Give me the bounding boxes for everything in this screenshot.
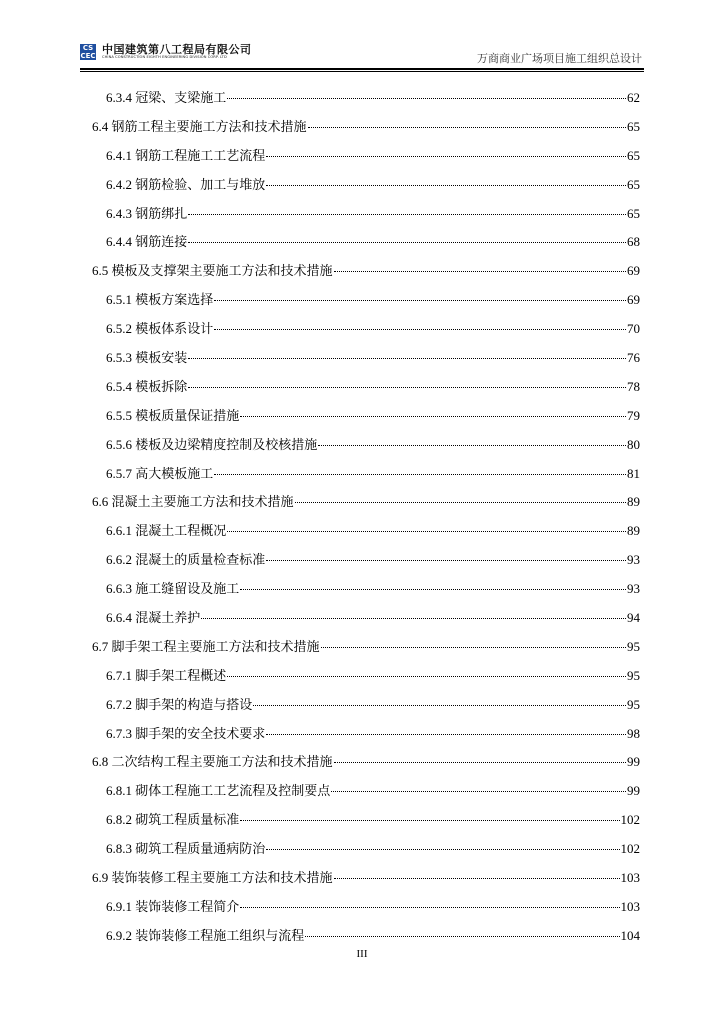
toc-leader-dots [240, 907, 619, 908]
toc-entry-label: 6.4.2 钢筋检验、加工与堆放 [106, 176, 266, 192]
toc-entry[interactable] [92, 809, 640, 838]
toc-entry[interactable] [92, 376, 640, 405]
toc-entry-page: 65 [627, 176, 640, 192]
toc-leader-dots [240, 589, 626, 590]
toc-entry[interactable] [92, 723, 640, 752]
toc-entry[interactable] [92, 578, 640, 607]
toc-entry-page: 95 [627, 667, 640, 683]
toc-entry-label: 6.4.3 钢筋绑扎 [106, 205, 188, 221]
toc-entry-page: 65 [627, 118, 640, 134]
toc-entry[interactable] [92, 116, 640, 145]
toc-entry-page: 65 [627, 147, 640, 163]
toc-leader-dots [295, 502, 626, 503]
toc-leader-dots [321, 647, 626, 648]
toc-entry-page: 98 [627, 725, 640, 741]
toc-leader-dots [227, 676, 626, 677]
toc-leader-dots [188, 387, 626, 388]
toc-entry-page: 69 [627, 292, 640, 308]
toc-entry-label: 6.9 装饰装修工程主要施工方法和技术措施 [92, 870, 333, 886]
toc-leader-dots [188, 358, 626, 359]
toc-entry[interactable] [92, 463, 640, 492]
toc-entry-label: 6.7 脚手架工程主要施工方法和技术措施 [92, 638, 320, 654]
toc-entry[interactable] [92, 318, 640, 347]
toc-entry-page: 102 [620, 841, 640, 857]
toc-entry-page: 104 [620, 927, 640, 943]
toc-leader-dots [334, 271, 626, 272]
toc-entry-label: 6.7.1 脚手架工程概述 [106, 667, 227, 683]
toc-leader-dots [214, 300, 626, 301]
toc-entry-label: 6.5.6 楼板及边梁精度控制及校核措施 [106, 436, 318, 452]
toc-entry[interactable] [92, 636, 640, 665]
toc-entry[interactable] [92, 174, 640, 203]
toc-entry[interactable] [92, 231, 640, 260]
toc-entry-page: 70 [627, 321, 640, 337]
toc-entry[interactable] [92, 665, 640, 694]
toc-entry-label: 6.5.2 模板体系设计 [106, 321, 214, 337]
toc-entry-page: 95 [627, 696, 640, 712]
header-divider [80, 68, 644, 70]
toc-entry-page: 81 [627, 465, 640, 481]
toc-entry-label: 6.9.2 装饰装修工程施工组织与流程 [106, 927, 305, 943]
toc-entry[interactable] [92, 607, 640, 636]
toc-entry-page: 89 [627, 523, 640, 539]
toc-entry-label: 6.8.3 砌筑工程质量通病防治 [106, 841, 266, 857]
toc-leader-dots [240, 820, 619, 821]
document-title: 万商商业广场项目施工组织总设计 [477, 53, 642, 65]
toc-entry-label: 6.7.3 脚手架的安全技术要求 [106, 725, 266, 741]
toc-entry[interactable] [92, 751, 640, 780]
toc-leader-dots [331, 791, 626, 792]
toc-entry[interactable] [92, 896, 640, 925]
toc-leader-dots [227, 98, 626, 99]
toc-entry-page: 78 [627, 378, 640, 394]
toc-entry[interactable] [92, 260, 640, 289]
toc-entry-label: 6.6.1 混凝土工程概况 [106, 523, 227, 539]
toc-entry-label: 6.6.2 混凝土的质量检查标准 [106, 552, 266, 568]
toc-entry-page: 99 [627, 754, 640, 770]
toc-entry-label: 6.6.4 混凝土养护 [106, 610, 201, 626]
toc-entry-page: 80 [627, 436, 640, 452]
toc-entry-label: 6.6.3 施工缝留设及施工 [106, 581, 240, 597]
toc-entry[interactable] [92, 694, 640, 723]
toc-entry[interactable] [92, 347, 640, 376]
company-name-cn: 中国建筑第八工程局有限公司 [102, 43, 252, 56]
toc-leader-dots [266, 734, 626, 735]
toc-entry-label: 6.4.1 钢筋工程施工工艺流程 [106, 147, 266, 163]
toc-leader-dots [266, 185, 626, 186]
toc-entry-page: 99 [627, 783, 640, 799]
table-of-contents [92, 87, 640, 954]
toc-entry-label: 6.3.4 冠梁、支梁施工 [106, 90, 227, 105]
toc-entry[interactable] [92, 867, 640, 896]
toc-leader-dots [201, 618, 626, 619]
toc-entry-page: 93 [627, 581, 640, 597]
toc-leader-dots [334, 762, 626, 763]
toc-entry[interactable] [92, 549, 640, 578]
toc-leader-dots [308, 127, 626, 128]
toc-entry-page: 103 [620, 898, 640, 914]
page-number: III [356, 948, 368, 960]
toc-entry-page: 79 [627, 407, 640, 423]
toc-leader-dots [240, 416, 626, 417]
toc-entry-label: 6.8.1 砌体工程施工工艺流程及控制要点 [106, 783, 331, 799]
toc-entry-label: 6.5.5 模板质量保证措施 [106, 407, 240, 423]
toc-entry-label: 6.5.4 模板拆除 [106, 378, 188, 394]
toc-entry[interactable] [92, 780, 640, 809]
toc-entry-page: 68 [627, 234, 640, 250]
toc-leader-dots [214, 329, 626, 330]
toc-entry-page: 76 [627, 350, 640, 366]
toc-entry-label: 6.8.2 砌筑工程质量标准 [106, 812, 240, 828]
toc-entry[interactable] [92, 405, 640, 434]
company-logo-icon: CS CEC [80, 44, 96, 60]
toc-entry[interactable] [92, 87, 640, 116]
toc-leader-dots [305, 936, 619, 937]
toc-entry[interactable] [92, 145, 640, 174]
toc-entry-label: 6.5.7 高大模板施工 [106, 465, 214, 481]
toc-entry[interactable] [92, 434, 640, 463]
toc-entry-page: 93 [627, 552, 640, 568]
toc-entry-label: 6.9.1 装饰装修工程简介 [106, 898, 240, 914]
toc-entry-label: 6.6 混凝土主要施工方法和技术措施 [92, 494, 294, 510]
toc-entry-label: 6.5 模板及支撑架主要施工方法和技术措施 [92, 263, 333, 279]
toc-leader-dots [266, 156, 626, 157]
toc-leader-dots [266, 849, 619, 850]
toc-entry-page: 69 [627, 263, 640, 279]
header-divider-thin [80, 71, 644, 72]
toc-leader-dots [253, 705, 626, 706]
toc-leader-dots [214, 474, 626, 475]
toc-entry-label: 6.4 钢筋工程主要施工方法和技术措施 [92, 118, 307, 134]
toc-entry-label: 6.7.2 脚手架的构造与搭设 [106, 696, 253, 712]
toc-leader-dots [227, 531, 626, 532]
toc-entry-page: 102 [620, 812, 640, 828]
toc-entry-label: 6.5.1 模板方案选择 [106, 292, 214, 308]
toc-entry-page: 95 [627, 638, 640, 654]
toc-leader-dots [188, 214, 626, 215]
toc-entry-label: 6.4.4 钢筋连接 [106, 234, 188, 250]
toc-entry[interactable] [92, 491, 640, 520]
toc-entry-page: 65 [627, 205, 640, 221]
page-header [80, 40, 644, 68]
toc-entry[interactable] [92, 838, 640, 867]
toc-entry[interactable] [92, 203, 640, 232]
toc-leader-dots [318, 445, 626, 446]
toc-entry-page: 103 [620, 870, 640, 886]
toc-entry-page: 89 [627, 494, 640, 510]
toc-entry-label: 6.5.3 模板安装 [106, 350, 188, 366]
toc-entry[interactable] [92, 289, 640, 318]
toc-leader-dots [266, 560, 626, 561]
toc-leader-dots [334, 878, 620, 879]
toc-leader-dots [188, 242, 626, 243]
toc-entry[interactable] [92, 520, 640, 549]
toc-entry-page: 62 [627, 90, 640, 105]
company-name-en: CHINA CONSTRUCTION EIGHTH ENGINEERING DIVISION CORP. LTD [102, 55, 227, 59]
toc-entry-label: 6.8 二次结构工程主要施工方法和技术措施 [92, 754, 333, 770]
toc-entry-page: 94 [627, 610, 640, 626]
